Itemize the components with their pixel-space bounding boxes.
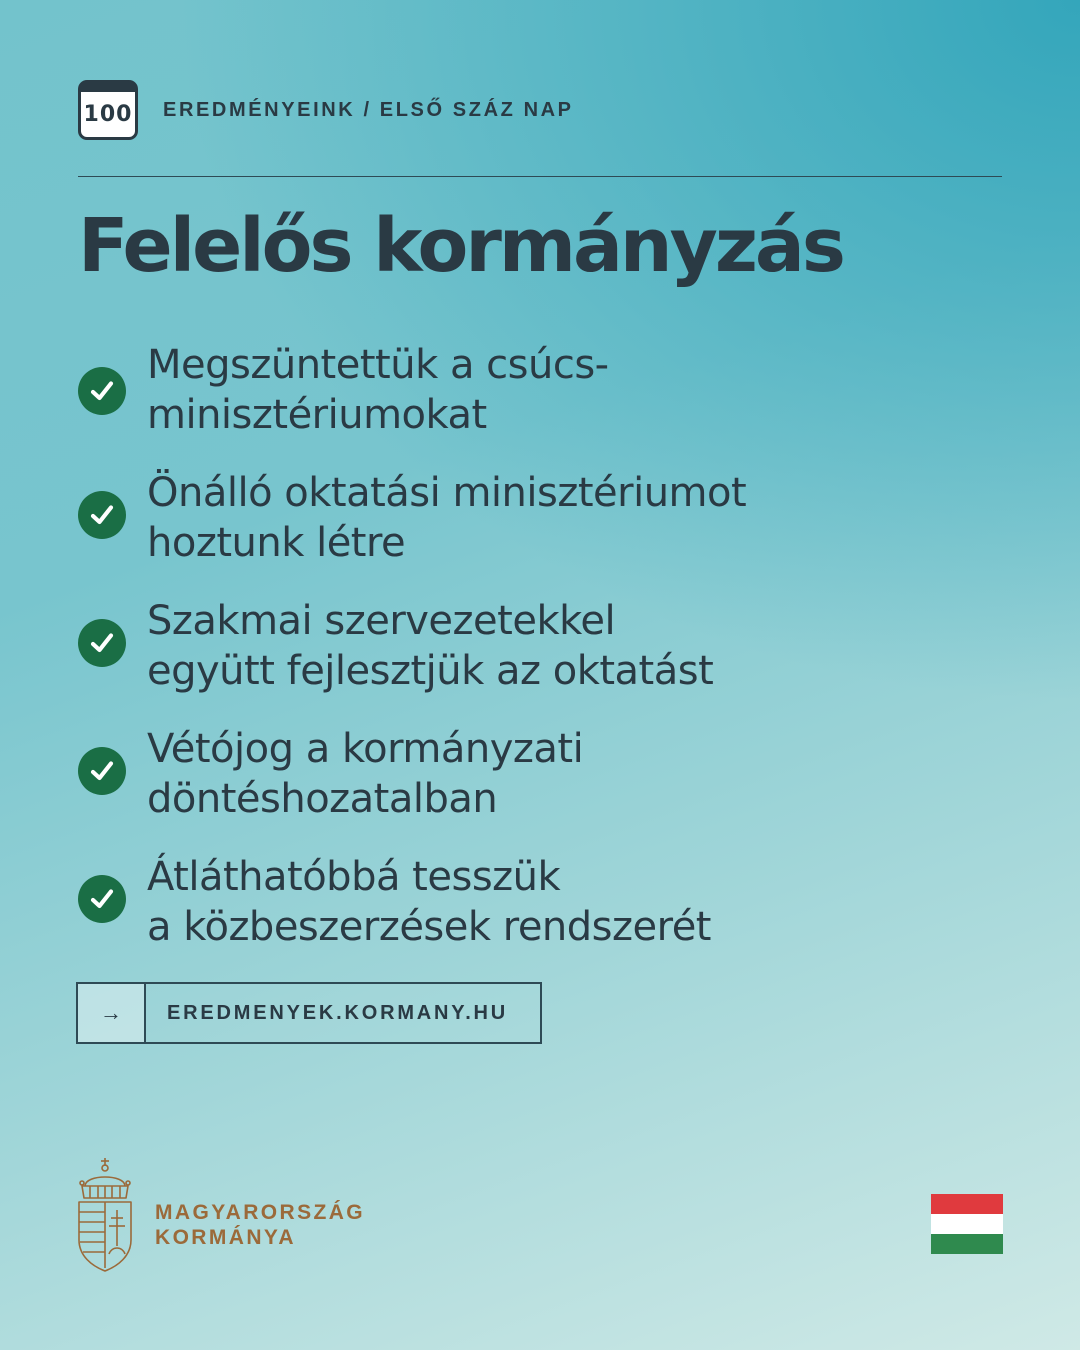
flag-stripe-white [931, 1214, 1003, 1234]
list-item [78, 468, 998, 596]
organization-name-line2: KORMÁNYA [155, 1226, 296, 1249]
check-icon [78, 491, 126, 539]
organization-name [155, 1200, 365, 1250]
list-item-text: Átláthatóbbá tesszük a közbeszerzések rendszerét [147, 854, 711, 950]
list-item-text: Önálló oktatási minisztériumot hoztunk létre [147, 470, 747, 566]
list-item-text: Vétójog a kormányzati döntéshozatalban [147, 726, 584, 822]
flag-stripe-green [931, 1234, 1003, 1254]
list-item-text: Szakmai szervezetekkel együtt fejlesztjük az oktatást [147, 598, 714, 694]
list-item [78, 340, 998, 468]
coat-of-arms-icon [76, 1156, 134, 1279]
results-list [78, 340, 998, 980]
check-icon [78, 747, 126, 795]
breadcrumb: EREDMÉNYEINK / ELSŐ SZÁZ NAP [163, 98, 574, 121]
list-item [78, 724, 998, 852]
list-item [78, 596, 998, 724]
organization-name-line1: MAGYARORSZÁG [155, 1201, 366, 1224]
list-item [78, 852, 998, 980]
header [78, 77, 574, 143]
page-title: Felelős kormányzás [78, 203, 843, 289]
website-link[interactable] [76, 982, 542, 1044]
list-item-text: Megszüntettük a csúcs- minisztériumokat [147, 342, 609, 438]
check-icon [78, 875, 126, 923]
day-count-badge: 100 [83, 101, 133, 127]
divider [78, 176, 1002, 177]
flag-stripe-red [931, 1194, 1003, 1214]
website-link-label: EREDMENYEK.KORMANY.HU [167, 1001, 509, 1024]
hungarian-flag-icon [931, 1194, 1003, 1254]
arrow-right-icon: → [78, 984, 146, 1042]
calendar-icon [78, 80, 138, 140]
check-icon [78, 619, 126, 667]
check-icon [78, 367, 126, 415]
